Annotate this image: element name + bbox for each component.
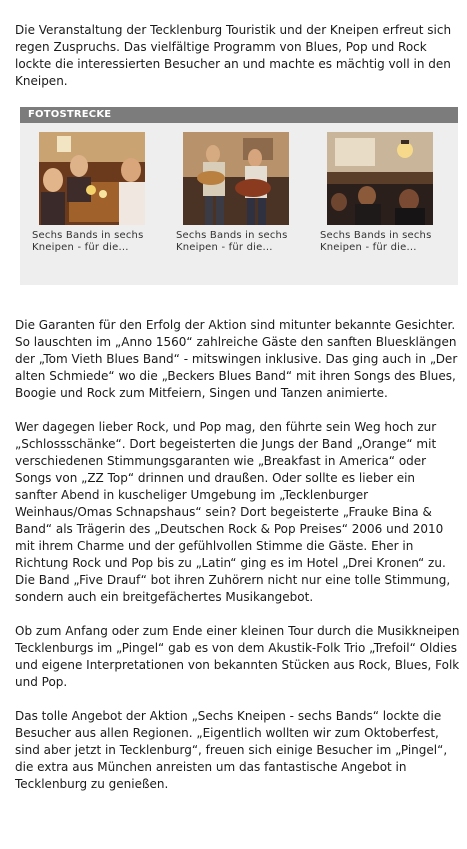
article-body (15, 22, 460, 810)
article-intro: Die Veranstaltung der Tecklenburg Touristik und der Kneipen erfreut sich regen Zuspruchs. Das vielfältige Programm von Blues, Pop und Rock lockte die interessierten Besucher an und machte es mächtig voll in den Kneipen. (15, 23, 452, 88)
gallery-caption[interactable]: Sechs Bands in sechs Kneipen - für die... (320, 230, 432, 253)
article-paragraph: Ob zum Anfang oder zum Ende einer kleinen Tour durch die Musikkneipen Tecklenburgs im „Pingel“ gab es von dem Akustik-Folk Trio „Trefoil“ Oldies und eigene Interpretationen von bekannten Stücken aus Rock, Blues, Folk und Pop. (15, 624, 460, 689)
gallery-caption[interactable]: Sechs Bands in sechs Kneipen - für die... (32, 230, 144, 253)
gallery-item[interactable] (320, 132, 440, 254)
gallery-header: FOTOSTRECKE (20, 107, 458, 123)
gallery-thumbnail[interactable] (39, 132, 145, 225)
gallery-item[interactable] (32, 132, 152, 254)
gallery-item[interactable] (176, 132, 296, 254)
article-paragraph: Wer dagegen lieber Rock, und Pop mag, den führte sein Weg hoch zur „Schlossschänke“. Dort begeisterten die Jungs der Band „Orange“ mit verschiedenen Stimmungsgaranten wie „Breakfast in America“ oder Songs von „ZZ Top“ drinnen und draußen. Oder sollte es lieber ein sanfter Abend in kuscheliger Umgebung im „Tecklenburger Weinhaus/Omas Schnapshaus“ sein? Dort begeisterte „Frauke Bina & Band“ als Trägerin des „Deutschen Rock & Pop Preises“ 2006 und 2010 mit ihrem Charme und der gefühlvollen Stimme die Gäste. Eher in Richtung Rock und Pop bis zu „Latin“ ging es im Hotel „Drei Kronen“ zu. Die Band „Five Drauf“ bot ihren Zuhörern nicht nur eine tolle Stimmung, sondern auch ein breitgefächertes Musikangebot. (15, 420, 451, 604)
gallery-thumbnail[interactable] (183, 132, 289, 225)
gallery-caption[interactable]: Sechs Bands in sechs Kneipen - für die... (176, 230, 288, 253)
gallery-thumbnail[interactable] (327, 132, 433, 225)
photo-gallery (20, 107, 458, 285)
article-paragraph: Die Garanten für den Erfolg der Aktion sind mitunter bekannte Gesichter. So lauschten im „Anno 1560“ zahlreiche Gäste den sanften Bluesklängen der „Tom Vieth Blues Band“ - mitswingen inklusive. Das ging auch in „Der alten Schmiede“ wo die „Beckers Blues Band“ mit ihren Songs des Blues, Boogie und Rock zum Mitfeiern, Singen und Tanzen animierte. (15, 318, 458, 400)
article-paragraph: Das tolle Angebot der Aktion „Sechs Kneipen - sechs Bands“ lockte die Besucher aus allen Regionen. „Eigentlich wollten wir zum Oktoberfest, sind aber jetzt in Tecklenburg“, freuen sich einige Besucher im „Pingel“, die extra aus München anreisten um das fantastische Angebot in Tecklenburg zu genießen. (15, 709, 448, 791)
